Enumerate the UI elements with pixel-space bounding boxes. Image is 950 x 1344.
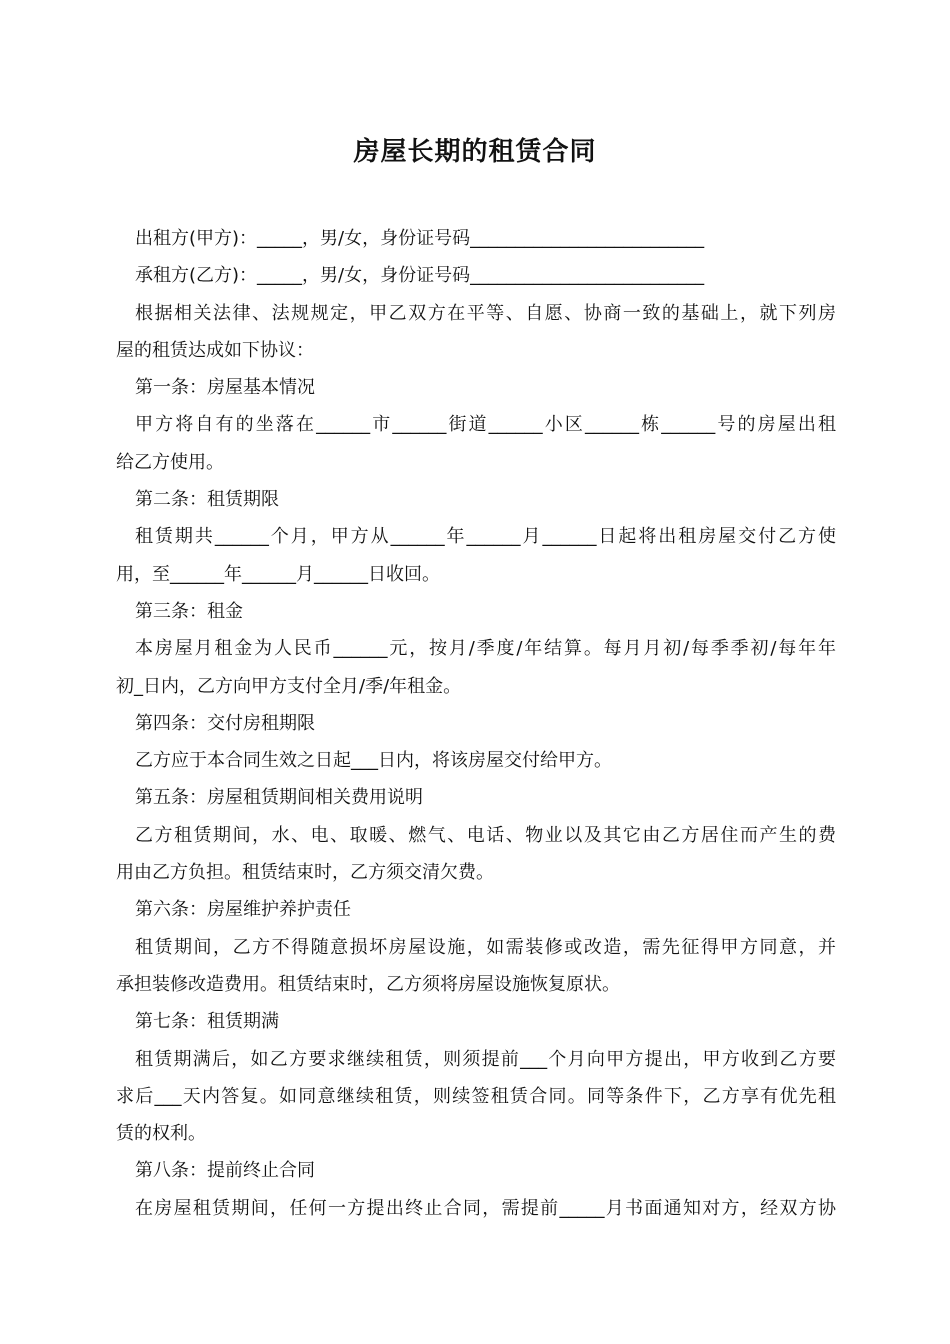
article-7-heading: 第七条：租赁期满: [135, 1011, 279, 1033]
preamble-line-1: 根据相关法律、法规规定，甲乙双方在平等、自愿、协商一致的基础上，就下列房: [135, 302, 836, 324]
document-body: [116, 220, 836, 1227]
article-1-line-2: 给乙方使用。: [116, 451, 224, 473]
party-b-line: 承租方(乙方)：_____，男/女，身份证号码__________________________: [135, 265, 705, 287]
article-8-line-1: 在房屋租赁期间，任何一方提出终止合同，需提前_____月书面通知对方，经双方协: [135, 1197, 836, 1219]
article-2-line-1: 租赁期共______个月，甲方从______年______月______日起将出租房屋交付乙方使: [135, 526, 836, 548]
article-5-line-2: 用由乙方负担。租赁结束时，乙方须交清欠费。: [116, 862, 494, 884]
article-3-heading: 第三条：租金: [135, 600, 243, 622]
preamble-line-2: 屋的租赁达成如下协议：: [116, 339, 314, 361]
party-a-line: 出租方(甲方)：_____，男/女，身份证号码__________________________: [135, 228, 705, 249]
article-6-heading: 第六条：房屋维护养护责任: [135, 899, 351, 921]
article-1-heading: 第一条：房屋基本情况: [135, 377, 315, 399]
article-4-heading: 第四条：交付房租期限: [135, 712, 315, 734]
article-2-line-2: 用，至______年______月______日收回。: [116, 563, 440, 585]
article-8-heading: 第八条：提前终止合同: [135, 1160, 315, 1182]
article-2-heading: 第二条：租赁期限: [135, 489, 279, 511]
article-7-line-2: 求后___天内答复。如同意继续租赁，则续签租赁合同。同等条件下，乙方享有优先租: [116, 1085, 836, 1107]
article-7-line-1: 租赁期满后，如乙方要求继续租赁，则须提前___个月向甲方提出，甲方收到乙方要: [135, 1048, 836, 1070]
article-3-line-1: 本房屋月租金为人民币______元，按月/季度/年结算。每月月初/每季季初/每年年: [135, 638, 836, 660]
article-7-line-3: 赁的权利。: [116, 1123, 206, 1145]
article-3-line-2: 初_日内，乙方向甲方支付全月/季/年租金。: [116, 675, 462, 697]
article-6-line-2: 承担装修改造费用。租赁结束时，乙方须将房屋设施恢复原状。: [116, 973, 620, 995]
article-6-line-1: 租赁期间，乙方不得随意损坏房屋设施，如需装修或改造，需先征得甲方同意，并: [135, 936, 836, 958]
document-title: 房屋长期的租赁合同: [353, 137, 597, 167]
article-1-line-1: 甲方将自有的坐落在______市______街道______小区______栋______号的房屋出租: [135, 414, 836, 436]
article-5-heading: 第五条：房屋租赁期间相关费用说明: [135, 787, 423, 809]
article-5-line-1: 乙方租赁期间，水、电、取暖、燃气、电话、物业以及其它由乙方居住而产生的费: [135, 824, 836, 846]
article-4-line-1: 乙方应于本合同生效之日起___日内，将该房屋交付给甲方。: [135, 750, 612, 772]
